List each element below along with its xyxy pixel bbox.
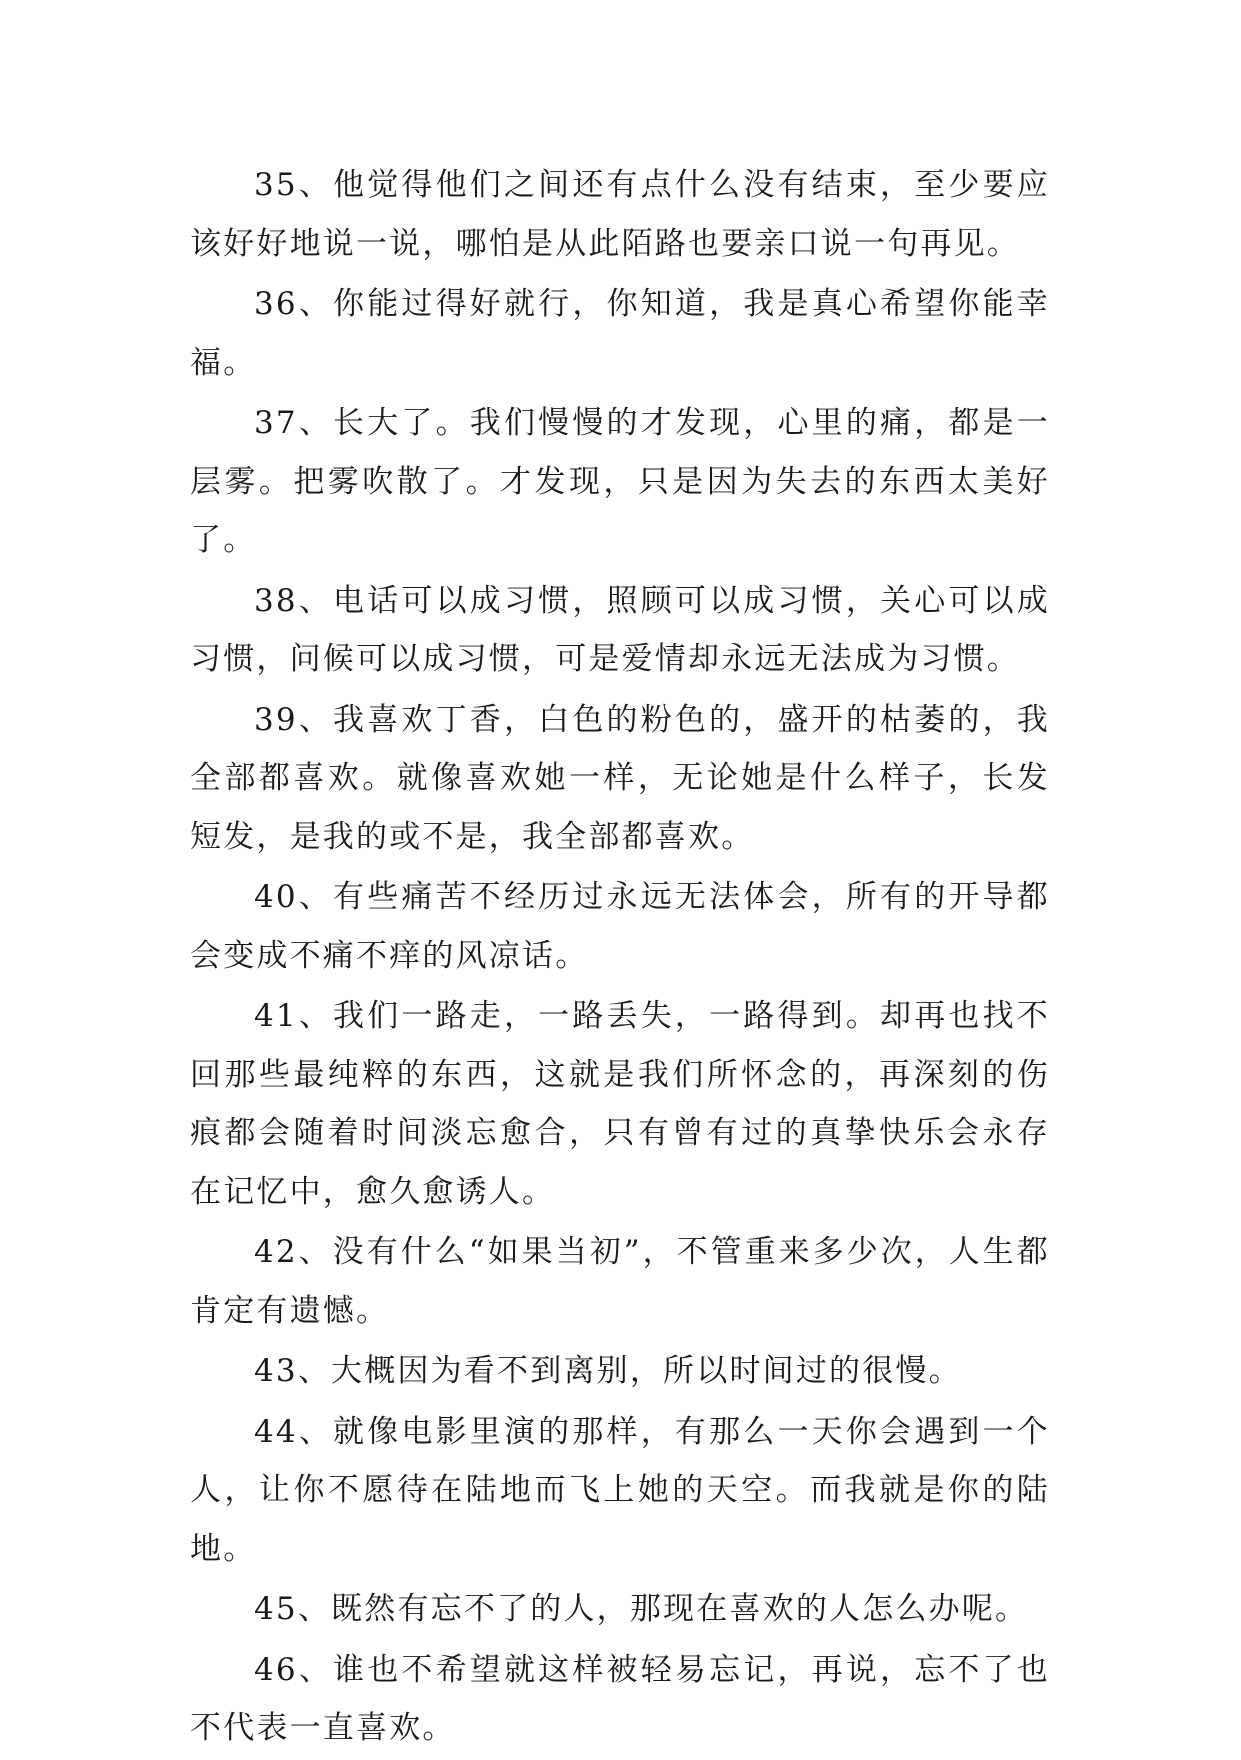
paragraph-42: 42、没有什么“如果当初”，不管重来多少次，人生都肯定有遗憾。 [190, 1234, 1050, 1329]
paragraph-39: 39、我喜欢丁香，白色的粉色的，盛开的枯萎的，我全部都喜欢。就像喜欢她一样，无论她是什么样子，长发短发，是我的或不是，我全部都喜欢。 [190, 701, 1050, 855]
paragraph-40: 40、有些痛苦不经历过永远无法体会，所有的开导都会变成不痛不痒的风凉话。 [190, 879, 1050, 974]
paragraph-38: 38、电话可以成习惯，照顾可以成习惯，关心可以成习惯，问候可以成习惯，可是爱情却永远无法成为习惯。 [190, 582, 1050, 677]
document-body [190, 156, 1050, 1760]
paragraph-46: 46、谁也不希望就这样被轻易忘记，再说，忘不了也不代表一直喜欢。 [190, 1651, 1050, 1746]
paragraph-43: 43、大概因为看不到离别，所以时间过的很慢。 [254, 1353, 962, 1389]
paragraph-45: 45、既然有忘不了的人，那现在喜欢的人怎么办呢。 [254, 1591, 1029, 1627]
paragraph-36: 36、你能过得好就行，你知道，我是真心希望你能幸福。 [190, 286, 1050, 381]
paragraph-41: 41、我们一路走，一路丢失，一路得到。却再也找不回那些最纯粹的东西，这就是我们所怀念的，再深刻的伤痕都会随着时间淡忘愈合，只有曾有过的真挚快乐会永存在记忆中，愈久愈诱人。 [190, 998, 1050, 1210]
paragraph-44: 44、就像电影里演的那样，有那么一天你会遇到一个人，让你不愿待在陆地而飞上她的天空。而我就是你的陆地。 [190, 1413, 1050, 1567]
paragraph-35: 35、他觉得他们之间还有点什么没有结束，至少要应该好好地说一说，哪怕是从此陌路也要亲口说一句再见。 [190, 167, 1050, 262]
paragraph-37: 37、长大了。我们慢慢的才发现，心里的痛，都是一层雾。把雾吹散了。才发现，只是因为失去的东西太美好了。 [190, 405, 1050, 558]
